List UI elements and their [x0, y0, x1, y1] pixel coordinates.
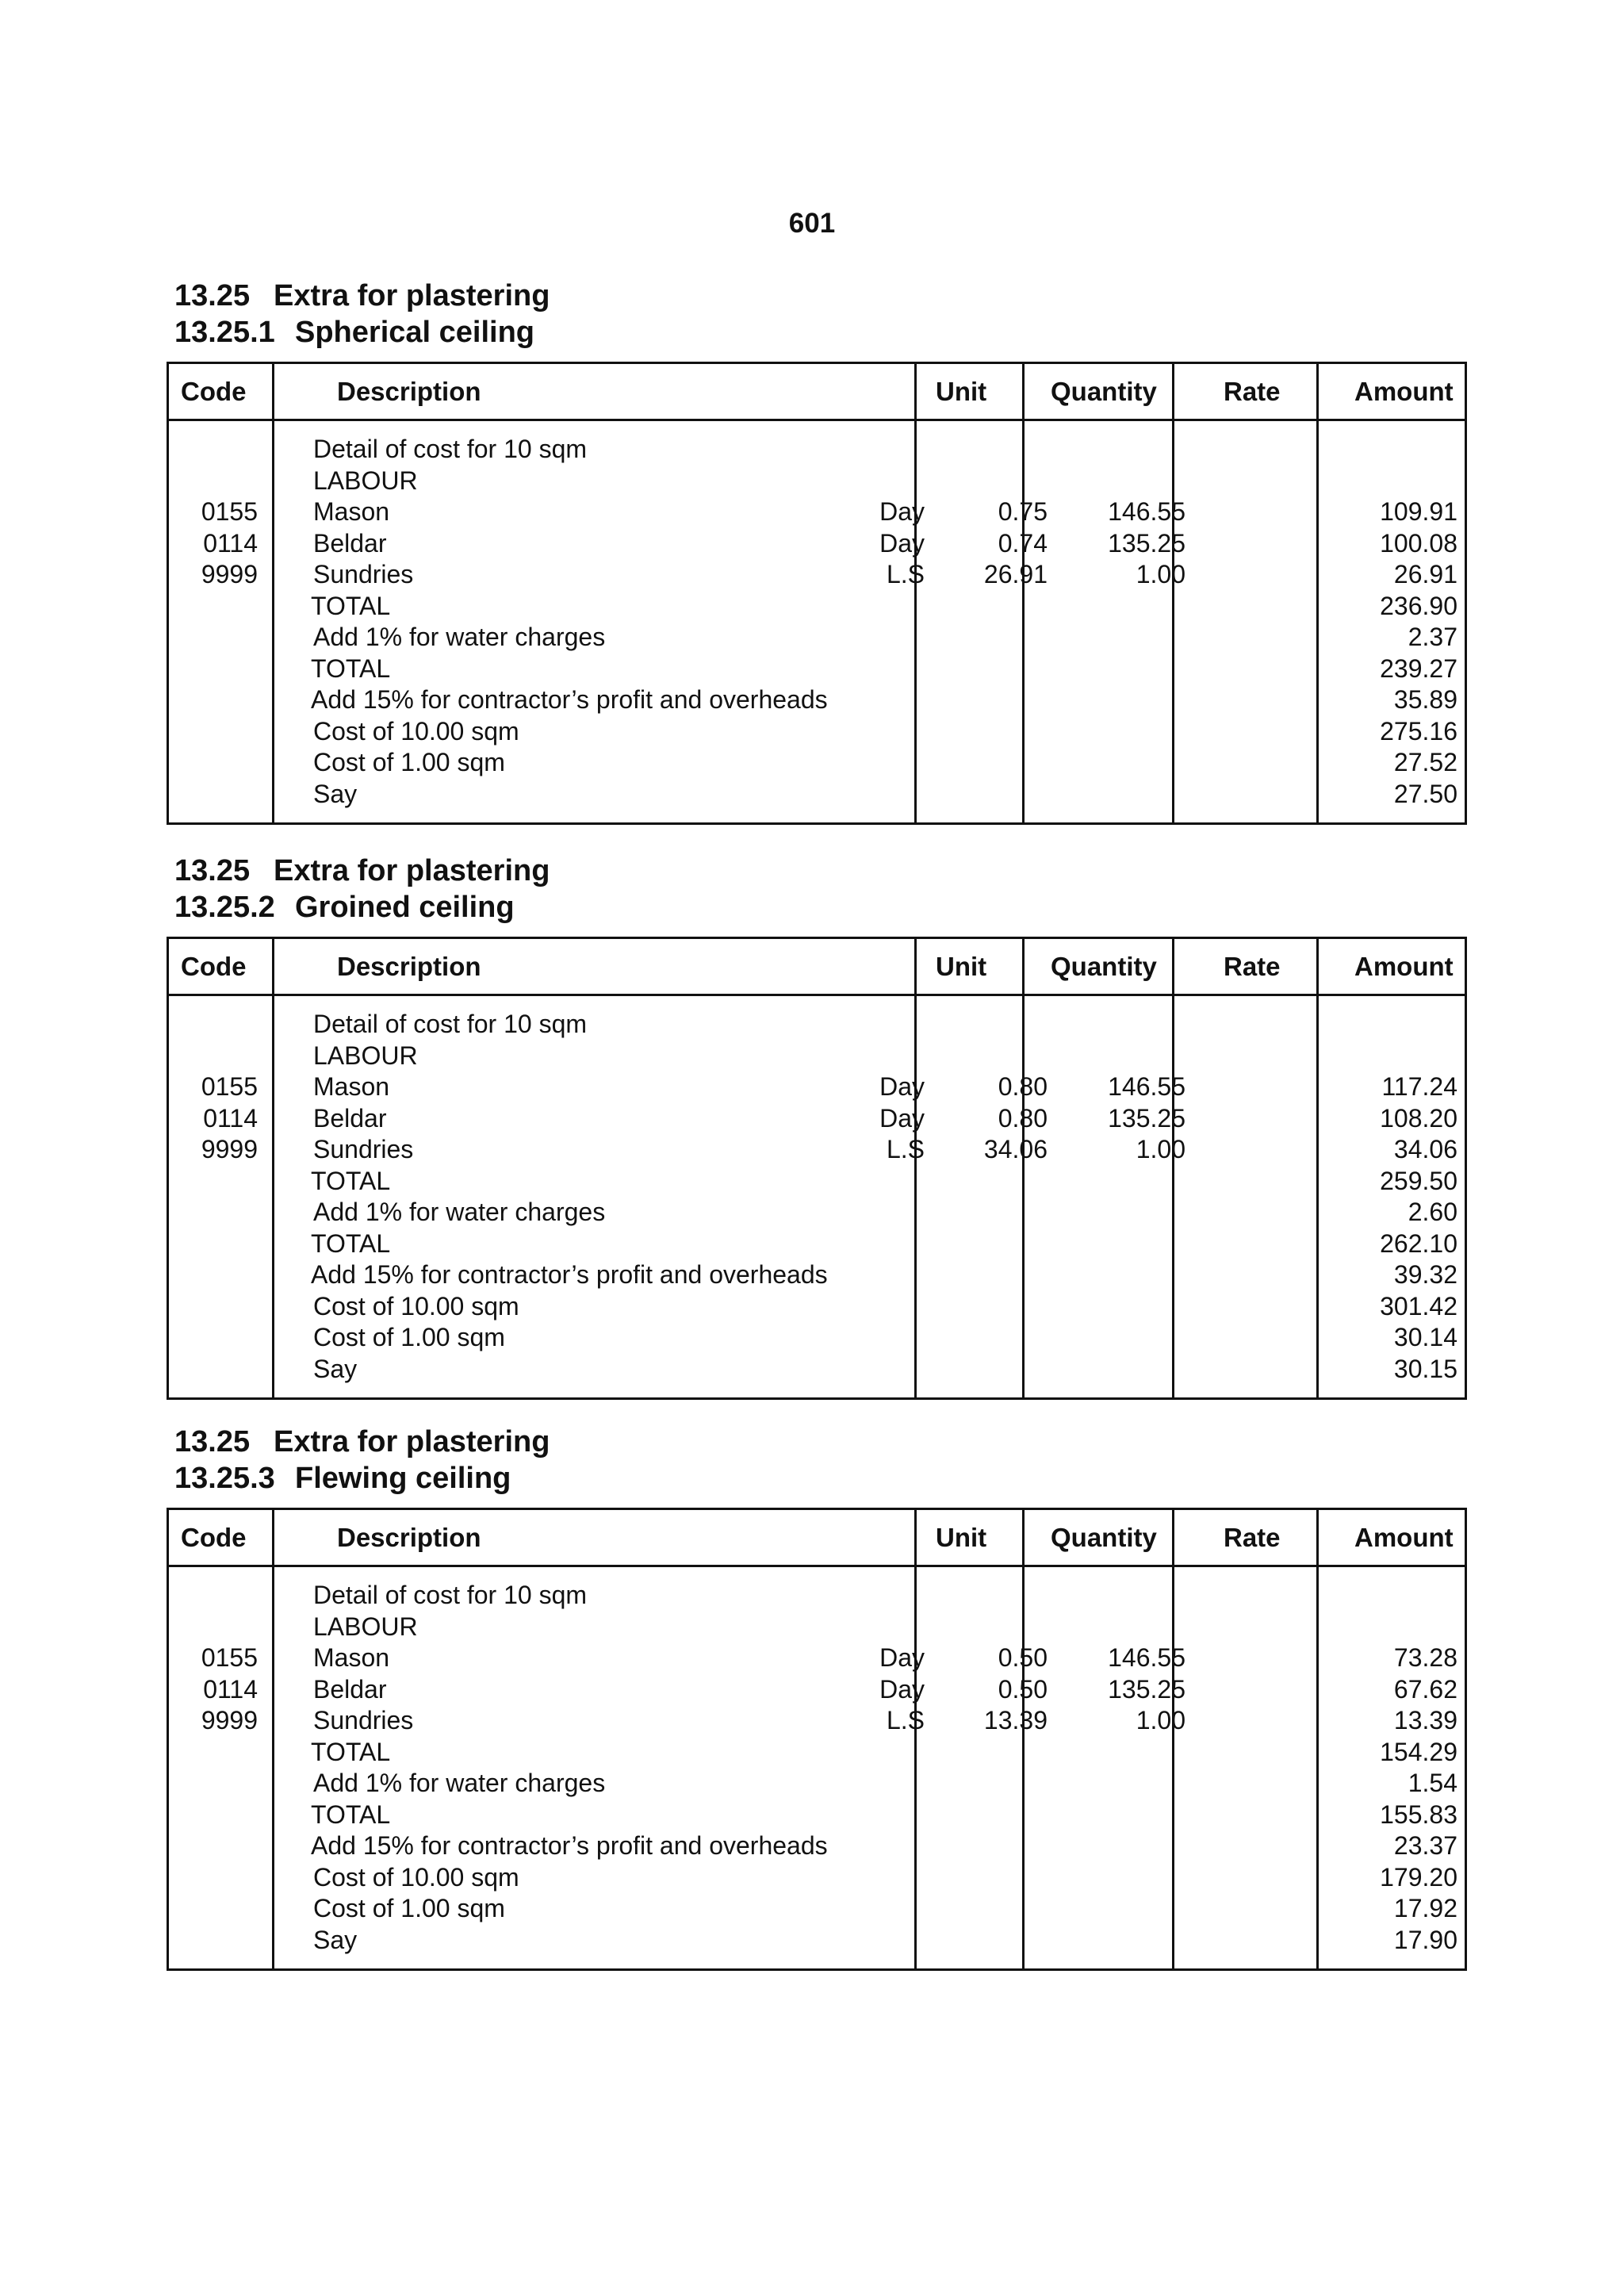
cell-unit: Day [879, 1674, 925, 1704]
table-row [169, 1228, 1465, 1260]
header-rate: Rate [1224, 377, 1281, 406]
table-row [169, 1893, 1465, 1925]
section-title: Extra for plastering [274, 854, 550, 887]
cell-amount: 301.42 [1380, 1291, 1457, 1320]
cell-description: Sundries [313, 1135, 414, 1163]
table-row [169, 1259, 1465, 1291]
header-amount: Amount [1354, 377, 1454, 406]
cell-quantity: 26.91 [983, 560, 1048, 588]
cell-quantity: 13.39 [983, 1706, 1048, 1734]
cell-description: Sundries [313, 1706, 414, 1734]
column-divider [1022, 939, 1025, 994]
subsection-heading [174, 1460, 1467, 1497]
table-row [169, 528, 1465, 560]
cell-code: 9999 [201, 1706, 258, 1734]
cell-quantity: 0.50 [998, 1674, 1048, 1704]
section-title: Extra for plastering [274, 1425, 550, 1458]
subsection-heading [174, 889, 1467, 926]
cell-amount: 154.29 [1380, 1737, 1457, 1766]
section-heading [174, 853, 1467, 889]
table-header [169, 939, 1465, 996]
table-header [169, 1510, 1465, 1567]
cost-table [167, 937, 1467, 1400]
column-divider [1172, 364, 1174, 419]
header-rate: Rate [1224, 1523, 1281, 1552]
cell-amount: 155.83 [1380, 1800, 1457, 1829]
table-row [169, 684, 1465, 716]
table-row [169, 1291, 1465, 1323]
cell-amount: 108.20 [1380, 1103, 1457, 1133]
cell-rate: 1.00 [1136, 1135, 1185, 1163]
cell-code: 9999 [201, 560, 258, 588]
cell-amount: 2.60 [1408, 1198, 1457, 1226]
cell-quantity: 0.80 [998, 1103, 1048, 1133]
cell-description: Detail of cost for 10 sqm [313, 435, 588, 463]
cell-amount: 17.90 [1393, 1925, 1457, 1954]
cell-amount: 275.16 [1380, 716, 1457, 746]
header-description: Description [337, 952, 481, 981]
cell-amount: 67.62 [1393, 1674, 1457, 1704]
cell-description: Mason [313, 1072, 390, 1101]
table-row [169, 434, 1465, 466]
table-rows [169, 1580, 1465, 1956]
cell-rate: 135.25 [1108, 528, 1185, 558]
cell-amount: 30.15 [1393, 1354, 1457, 1383]
table-row [169, 1830, 1465, 1862]
table-row [169, 1197, 1465, 1228]
column-divider [1172, 939, 1174, 994]
section-number: 13.25 [174, 854, 251, 887]
cell-description: LABOUR [313, 1041, 418, 1070]
cell-amount: 30.14 [1393, 1323, 1457, 1351]
table-rows [169, 1009, 1465, 1385]
cell-description: LABOUR [313, 466, 418, 495]
cell-quantity: 0.80 [998, 1072, 1048, 1101]
cell-unit: Day [879, 497, 925, 526]
cell-amount: 39.32 [1393, 1260, 1457, 1289]
table-row [169, 1925, 1465, 1957]
table-row [169, 1041, 1465, 1072]
cell-description: Beldar [313, 1674, 387, 1704]
cell-amount: 239.27 [1380, 654, 1457, 683]
cell-code: 0114 [203, 1103, 258, 1133]
cell-description: Beldar [313, 1103, 387, 1133]
cell-amount: 117.24 [1381, 1072, 1457, 1101]
header-unit: Unit [936, 377, 987, 406]
cell-description: TOTAL [311, 591, 391, 620]
cell-amount: 236.90 [1380, 591, 1457, 620]
cell-description: Mason [313, 497, 390, 526]
cell-code: 0155 [201, 1643, 258, 1672]
cell-code: 0114 [203, 1674, 258, 1704]
cell-rate: 146.55 [1108, 497, 1185, 526]
cell-quantity: 0.50 [998, 1643, 1048, 1672]
header-description: Description [337, 377, 481, 406]
table-row [169, 559, 1465, 591]
cell-amount: 109.91 [1380, 497, 1457, 526]
cell-quantity: 0.75 [998, 497, 1048, 526]
table-body [169, 1567, 1465, 1968]
table-row [169, 1009, 1465, 1041]
column-divider [272, 364, 274, 419]
cell-description: Detail of cost for 10 sqm [313, 1581, 588, 1609]
column-divider [914, 939, 917, 994]
table-row [169, 496, 1465, 528]
table-row [169, 1642, 1465, 1674]
header-code: Code [181, 952, 247, 981]
subsection-number: 13.25.2 [174, 891, 275, 924]
table-row [169, 1705, 1465, 1737]
cell-unit: Day [879, 1103, 925, 1133]
cost-table [167, 362, 1467, 825]
section-number: 13.25 [174, 1425, 251, 1458]
cell-description: Add 15% for contractor’s profit and overheads [311, 1260, 828, 1289]
table-rows [169, 434, 1465, 810]
rate-analysis-section [167, 278, 1467, 825]
cell-amount: 17.92 [1393, 1894, 1457, 1922]
cell-amount: 26.91 [1393, 560, 1457, 588]
cell-rate: 1.00 [1136, 560, 1185, 588]
table-row [169, 1800, 1465, 1831]
header-rate: Rate [1224, 952, 1281, 981]
header-code: Code [181, 1523, 247, 1552]
subsection-heading [174, 314, 1467, 351]
header-unit: Unit [936, 1523, 987, 1552]
section-heading [174, 1424, 1467, 1460]
column-divider [1022, 364, 1025, 419]
subsection-title: Spherical ceiling [295, 316, 534, 349]
cell-description: Sundries [313, 560, 414, 588]
cell-code: 9999 [201, 1135, 258, 1163]
cell-description: Cost of 10.00 sqm [313, 1862, 519, 1892]
cell-amount: 179.20 [1380, 1862, 1457, 1892]
table-row [169, 1674, 1465, 1706]
page-number: 601 [788, 208, 836, 239]
rate-analysis-section [167, 1424, 1467, 1971]
column-divider [272, 939, 274, 994]
subsection-title: Groined ceiling [295, 891, 515, 924]
cell-description: Add 1% for water charges [313, 623, 606, 651]
table-body [169, 996, 1465, 1397]
cell-rate: 135.25 [1108, 1674, 1185, 1704]
table-header [169, 364, 1465, 421]
table-row [169, 654, 1465, 685]
cell-description: TOTAL [311, 1800, 391, 1829]
cell-rate: 146.55 [1108, 1072, 1185, 1101]
cell-unit: Day [879, 528, 925, 558]
cell-description: Detail of cost for 10 sqm [313, 1010, 588, 1038]
cell-description: TOTAL [311, 1228, 391, 1258]
cell-description: Say [313, 779, 358, 808]
cell-amount: 34.06 [1393, 1135, 1457, 1163]
table-row [169, 716, 1465, 748]
rate-analysis-section [167, 853, 1467, 1400]
column-divider [1316, 939, 1319, 994]
cost-table [167, 1508, 1467, 1971]
column-divider [1316, 364, 1319, 419]
cell-description: Cost of 1.00 sqm [313, 748, 505, 776]
table-body [169, 421, 1465, 822]
cell-description: Cost of 10.00 sqm [313, 1291, 519, 1320]
cell-description: Mason [313, 1643, 390, 1672]
cell-unit: L.S [886, 1706, 925, 1734]
column-divider [272, 1510, 274, 1565]
cell-amount: 100.08 [1380, 528, 1457, 558]
table-row [169, 1071, 1465, 1103]
table-row [169, 1612, 1465, 1643]
cell-amount: 73.28 [1393, 1643, 1457, 1672]
table-row [169, 622, 1465, 654]
cell-amount: 35.89 [1393, 685, 1457, 714]
cell-amount: 23.37 [1393, 1831, 1457, 1860]
cell-description: Add 15% for contractor’s profit and overheads [311, 685, 828, 714]
cell-description: LABOUR [313, 1612, 418, 1641]
header-amount: Amount [1354, 952, 1454, 981]
section-heading [174, 278, 1467, 314]
column-divider [914, 364, 917, 419]
cell-code: 0114 [203, 528, 258, 558]
table-row [169, 466, 1465, 497]
cell-rate: 146.55 [1108, 1643, 1185, 1672]
cell-description: Cost of 1.00 sqm [313, 1323, 505, 1351]
table-row [169, 779, 1465, 811]
cell-unit: L.S [886, 560, 925, 588]
cell-unit: Day [879, 1643, 925, 1672]
table-row [169, 591, 1465, 623]
table-row [169, 1862, 1465, 1894]
table-row [169, 747, 1465, 779]
cell-description: TOTAL [311, 1737, 391, 1766]
cell-rate: 135.25 [1108, 1103, 1185, 1133]
table-row [169, 1354, 1465, 1386]
cell-description: Add 1% for water charges [313, 1198, 606, 1226]
subsection-number: 13.25.3 [174, 1462, 275, 1495]
cell-description: TOTAL [311, 1166, 391, 1195]
table-row [169, 1768, 1465, 1800]
table-row [169, 1580, 1465, 1612]
column-divider [1022, 1510, 1025, 1565]
header-code: Code [181, 377, 247, 406]
column-divider [1316, 1510, 1319, 1565]
cell-description: Add 1% for water charges [313, 1769, 606, 1797]
cell-description: Beldar [313, 528, 387, 558]
header-description: Description [337, 1523, 481, 1552]
header-quantity: Quantity [1051, 1523, 1157, 1552]
subsection-number: 13.25.1 [174, 316, 275, 349]
header-amount: Amount [1354, 1523, 1454, 1552]
column-divider [914, 1510, 917, 1565]
table-row [169, 1134, 1465, 1166]
table-row [169, 1103, 1465, 1135]
header-quantity: Quantity [1051, 952, 1157, 981]
cell-amount: 13.39 [1393, 1706, 1457, 1734]
cell-amount: 1.54 [1408, 1769, 1457, 1797]
table-row [169, 1322, 1465, 1354]
cell-amount: 259.50 [1380, 1166, 1457, 1195]
section-number: 13.25 [174, 279, 251, 312]
column-divider [1172, 1510, 1174, 1565]
cell-unit: Day [879, 1072, 925, 1101]
cell-description: TOTAL [311, 654, 391, 683]
cell-description: Say [313, 1354, 358, 1383]
table-row [169, 1737, 1465, 1769]
subsection-title: Flewing ceiling [295, 1462, 511, 1495]
cell-description: Cost of 10.00 sqm [313, 716, 519, 746]
section-title: Extra for plastering [274, 279, 550, 312]
cell-amount: 2.37 [1408, 623, 1457, 651]
header-unit: Unit [936, 952, 987, 981]
cell-code: 0155 [201, 497, 258, 526]
cell-description: Cost of 1.00 sqm [313, 1894, 505, 1922]
cell-amount: 27.52 [1393, 748, 1457, 776]
cell-code: 0155 [201, 1072, 258, 1101]
cell-rate: 1.00 [1136, 1706, 1185, 1734]
header-quantity: Quantity [1051, 377, 1157, 406]
cell-unit: L.S [886, 1135, 925, 1163]
cell-description: Say [313, 1925, 358, 1954]
table-row [169, 1166, 1465, 1198]
cell-description: Add 15% for contractor’s profit and overheads [311, 1831, 828, 1860]
cell-amount: 27.50 [1393, 779, 1457, 808]
cell-quantity: 34.06 [983, 1135, 1048, 1163]
cell-amount: 262.10 [1380, 1228, 1457, 1258]
cell-quantity: 0.74 [998, 528, 1048, 558]
